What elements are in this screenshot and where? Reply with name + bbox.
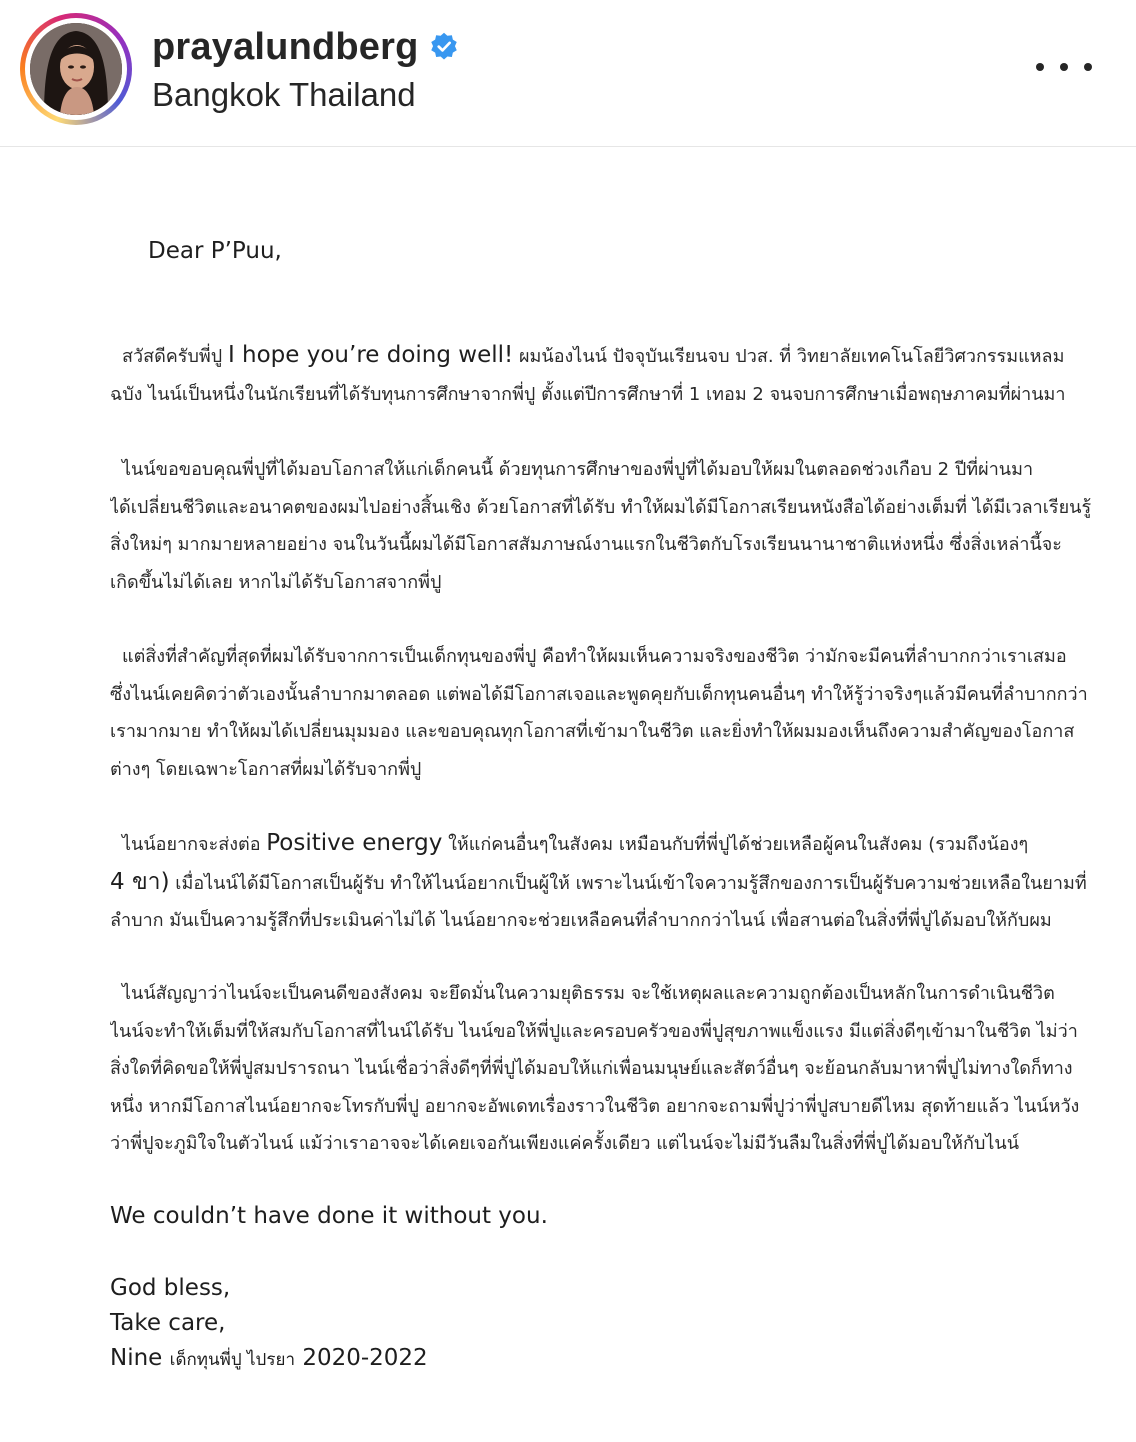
thai-text: เมื่อไนน์ได้มีโอกาสเป็นผู้รับ ทำให้ไนน์อยากเป็นผู้ให้ เพราะไนน์เข้าใจความรู้สึกของการเป็นผู้รับความช่วยเหลือในยามที่: [175, 872, 1087, 894]
paragraph-line: ลำบาก มันเป็นความรู้สึกที่ประเมินค่าไม่ได้ ไนน์อยากจะช่วยเหลือคนที่ลำบากกว่าไนน์ เพื่อสานต่อในสิ่งที่พี่ปูได้มอบให้กับผม: [110, 910, 1052, 931]
signature-years: 2020-2022: [302, 1345, 428, 1371]
letter-paragraph-2: [110, 451, 1095, 601]
signoff-block: [110, 1271, 428, 1378]
paragraph-line: [110, 825, 1095, 864]
more-horizontal-icon: [1036, 63, 1044, 71]
signature-name: Nine: [110, 1345, 163, 1371]
profile-photo-icon: [30, 23, 122, 115]
verified-badge-icon: [429, 32, 459, 62]
paragraph-line: เกิดขึ้นไม่ได้เลย หากไม่ได้รับโอกาสจากพี่ปู: [110, 571, 442, 593]
post-header: [0, 0, 1136, 147]
signoff-line: Take care,: [110, 1310, 226, 1336]
paragraph-line: ไนน์ขอขอบคุณพี่ปูที่ได้มอบโอกาสให้แก่เด็กคนนี้ ด้วยทุนการศึกษาของพี่ปูที่ได้มอบให้ผมในตลอดช่วงเกือบ 2 ปีที่ผ่านมา: [122, 459, 1034, 480]
paragraph-line: ซึ่งไนน์เคยคิดว่าตัวเองนั้นลำบากมาตลอด แต่พอได้มีโอกาสเจอและพูดคุยกับเด็กทุนคนอื่นๆ ทำให้รู้ว่าจริงๆแล้วมีคนที่ลำบากกว่า: [110, 683, 1088, 705]
signoff-line: God bless,: [110, 1275, 231, 1301]
thai-text: สวัสดีครับพี่ปู: [122, 346, 223, 367]
paragraph-line: แต่สิ่งที่สำคัญที่สุดที่ผมได้รับจากการเป็นเด็กทุนของพี่ปู คือทำให้ผมเห็นความจริงของชีวิต ว่ามักจะมีคนที่ลำบากกว่าเราเสมอ: [122, 646, 1067, 667]
paragraph-line: ว่าพี่ปูจะภูมิใจในตัวไนน์ แม้ว่าเราอาจจะได้เคยเจอกันเพียงแค่ครั้งเดียว แต่ไนน์จะไม่มีวันลืมในสิ่งที่พี่ปูได้มอบให้กับไนน์: [110, 1133, 1020, 1154]
paragraph-line: เรามากมาย ทำให้ผมได้เปลี่ยนมุมมอง และขอบคุณทุกโอกาสที่เข้ามาในชีวิต และยิ่งทำให้ผมมองเห็นถึงความสำคัญของโอกาส: [110, 721, 1075, 742]
closing-line: We couldn’t have done it without you.: [110, 1203, 548, 1229]
username-link[interactable]: prayalundberg: [152, 25, 419, 68]
english-text: 4 ขา): [110, 868, 170, 895]
letter-paragraph-4: [110, 825, 1095, 940]
paragraph-line: สิ่งใหม่ๆ มากมายหลายอย่าง จนในวันนี้ผมได้มีโอกาสสัมภาษณ์งานแรกในชีวิตกับโรงเรียนนานาชาติแห่งหนึ่ง ซึ่งสิ่งเหล่านี้จะ: [110, 534, 1062, 555]
paragraph-line: ฉบัง ไนน์เป็นหนึ่งในนักเรียนที่ได้รับทุนการศึกษาจากพี่ปู ตั้งแต่ปีการศึกษาที่ 1 เทอม 2 จนจบการศึกษาเมื่อพฤษภาคมที่ผ่านมา: [110, 383, 1066, 405]
letter-paragraph-3: [110, 638, 1095, 788]
thai-text: ไนน์อยากจะส่งต่อ: [122, 834, 261, 855]
english-text: I hope you’re doing well!: [227, 342, 514, 368]
paragraph-line: สิ่งใดที่คิดขอให้พี่ปูสมปรารถนา ไนน์เชื่อว่าสิ่งดีๆที่พี่ปูได้มอบให้แก่เพื่อนมนุษย์และสัตว์อื่นๆ จะย้อนกลับมาหาพี่ปูไม่ทางใดก็ทาง: [110, 1058, 1073, 1079]
more-options-button[interactable]: [1036, 50, 1092, 84]
signature-thai: เด็กทุนพี่ปู ไปรยา: [169, 1350, 295, 1370]
paragraph-line: ไนน์สัญญาว่าไนน์จะเป็นคนดีของสังคม จะยึดมั่นในความยุติธรรม จะใช้เหตุผลและความถูกต้องเป็นหลักในการดำเนินชีวิต: [122, 983, 1055, 1004]
more-dot: [1060, 63, 1068, 71]
location-link[interactable]: Bangkok Thailand: [152, 76, 416, 113]
english-text: Positive energy: [266, 830, 443, 856]
letter-greeting: Dear P’Puu,: [148, 238, 282, 264]
more-dot: [1084, 63, 1092, 71]
paragraph-line: ได้เปลี่ยนชีวิตและอนาคตของผมไปอย่างสิ้นเชิง ด้วยโอกาสที่ได้รับ ทำให้ผมได้มีโอกาสเรียนหนังสือได้อย่างเต็มที่ ได้มีเวลาเรียนรู้: [110, 496, 1092, 518]
letter-paragraph-5: [110, 975, 1095, 1163]
paragraph-line: [110, 864, 1095, 903]
paragraph-line: ไนน์จะทำให้เต็มที่ให้สมกับโอกาสที่ไนน์ได้รับ ไนน์ขอให้พี่ปูและครอบครัวของพี่ปูสุขภาพแข็งแรง มีแต่สิ่งดีๆเข้ามาในชีวิต ไม่ว่า: [110, 1020, 1078, 1042]
username-row: [152, 24, 459, 70]
signature-line: [110, 1341, 428, 1378]
paragraph-line: ต่างๆ โดยเฉพาะโอกาสที่ผมได้รับจากพี่ปู: [110, 758, 422, 780]
avatar[interactable]: [30, 23, 122, 115]
paragraph-line: หนึ่ง หากมีโอกาสไนน์อยากจะโทรกับพี่ปู อยากจะอัพเดทเรื่องราวในชีวิต อยากจะถามพี่ปูว่าพี่ปูสบายดีไหม สุดท้ายแล้ว ไนน์หวัง: [110, 1095, 1080, 1117]
letter-paragraph-1: [110, 337, 1095, 413]
thai-text: ให้แก่คนอื่นๆในสังคม เหมือนกับที่พี่ปูได้ช่วยเหลือผู้คนในสังคม (รวมถึงน้องๆ: [448, 834, 1029, 855]
paragraph-line: [110, 337, 1095, 376]
thai-text: ผมน้องไนน์ ปัจจุบันเรียนจบ ปวส. ที่ วิทยาลัยเทคโนโลยีวิศวกรรมแหลม: [518, 346, 1065, 367]
story-ring[interactable]: [20, 13, 132, 125]
